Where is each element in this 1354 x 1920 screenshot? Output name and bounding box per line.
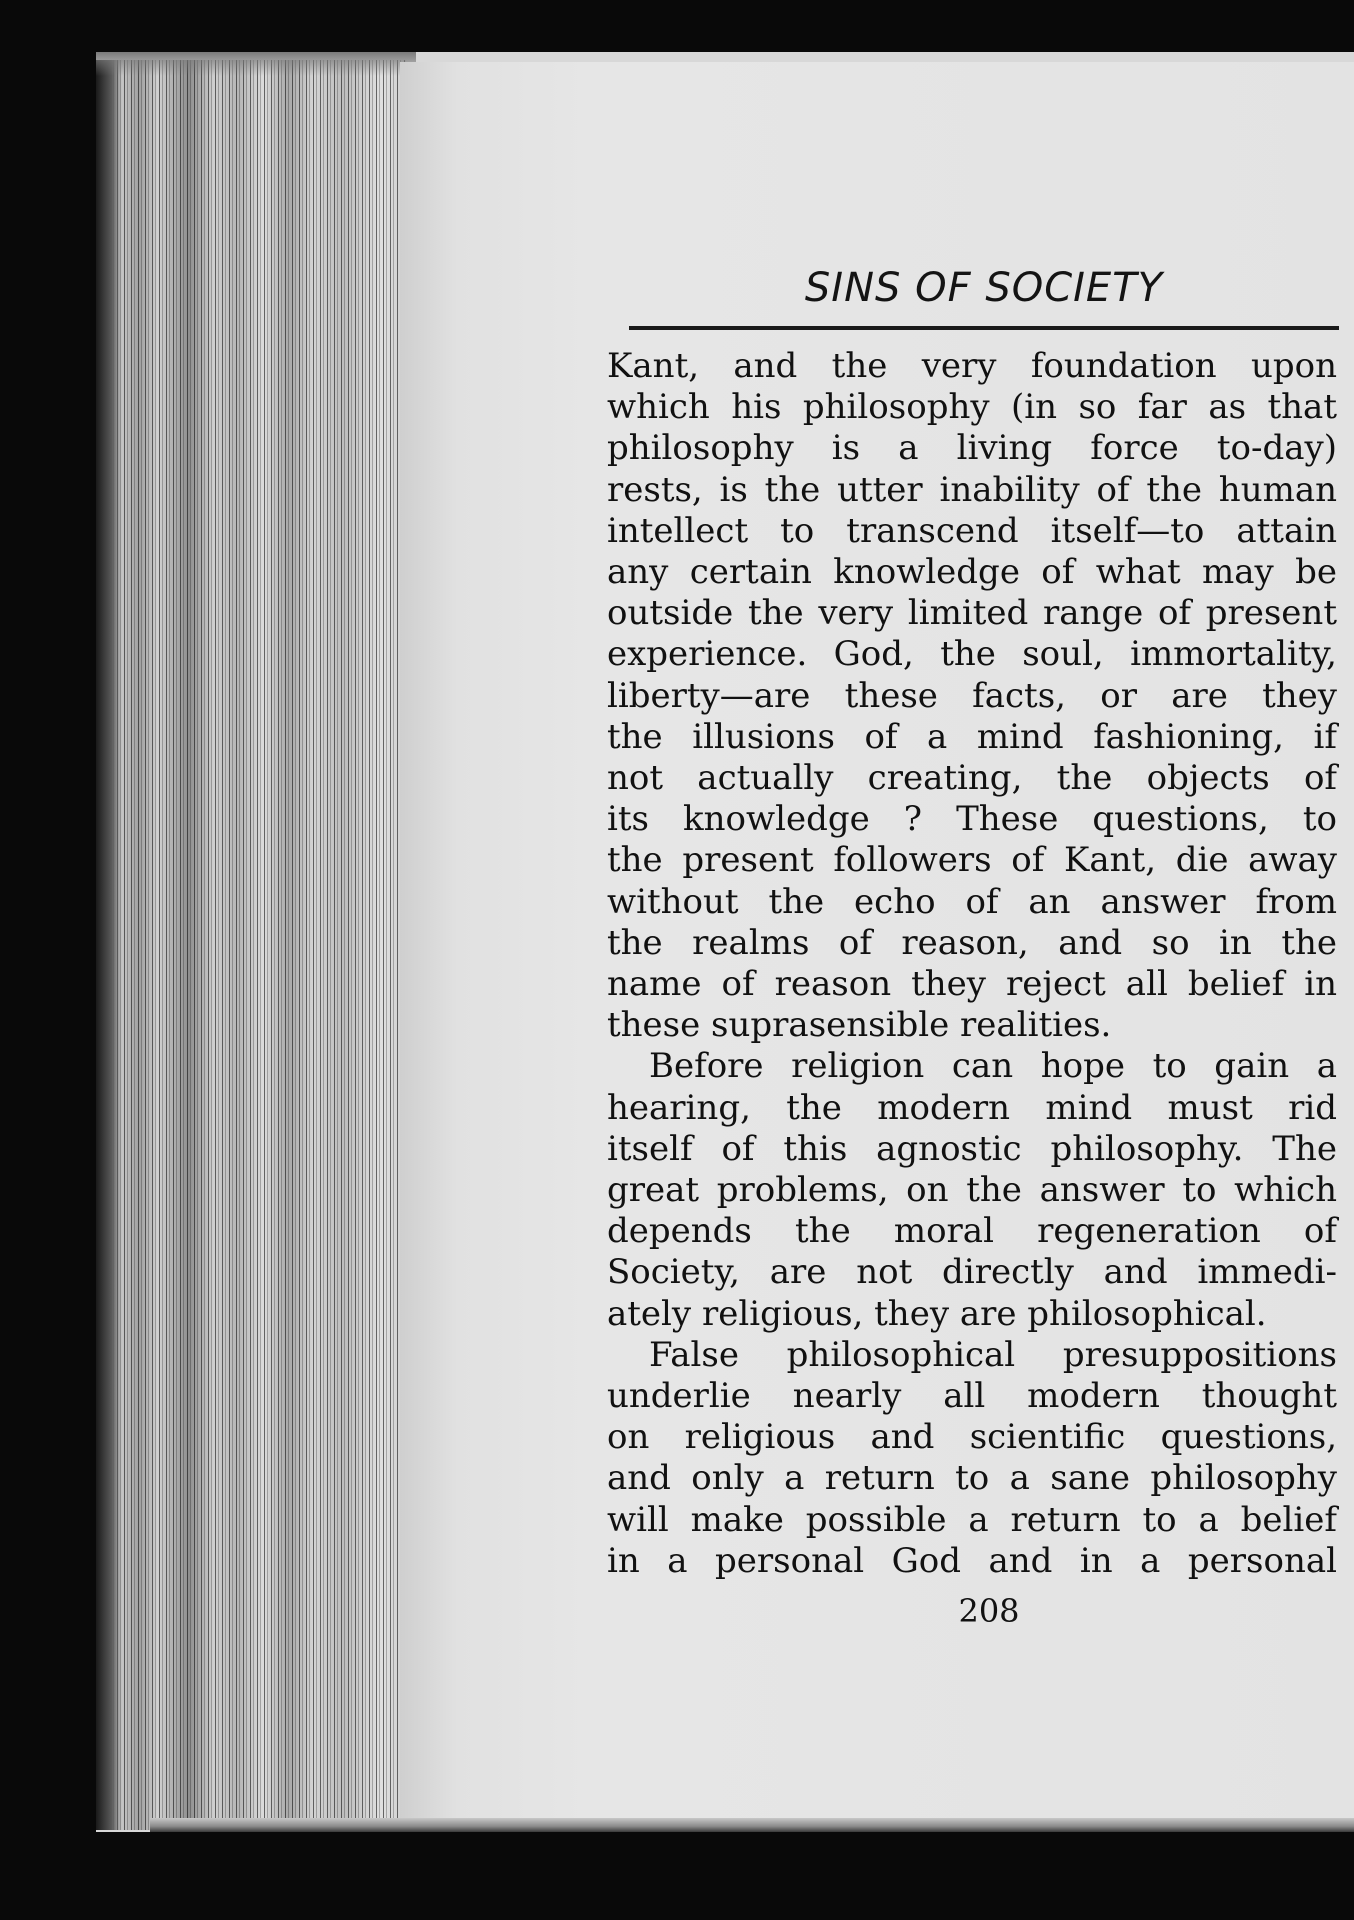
text-line: itself of this agnostic philosophy. The [607, 1128, 1337, 1169]
text-line: liberty—are these facts, or are they [607, 675, 1337, 716]
page-number: 208 [958, 1592, 1020, 1631]
text-line: name of reason they reject all belief in [607, 964, 1337, 1005]
text-line: without the echo of an answer from [607, 881, 1337, 922]
page-bottom-edge [150, 1818, 1354, 1832]
text-line: intellect to transcend itself—to attain [607, 510, 1337, 551]
text-line: the realms of reason, and so in the [607, 922, 1337, 963]
text-line: Before religion can hope to gain a [649, 1046, 1337, 1087]
text-line: philosophy is a living force to-day) [607, 428, 1337, 469]
text-line: ately religious, they are philosophical. [607, 1293, 1267, 1334]
text-line: the illusions of a mind fashioning, if [607, 716, 1337, 757]
text-line: Society, are not directly and immedi- [607, 1252, 1337, 1293]
text-line: not actually creating, the objects of [607, 758, 1337, 799]
text-line: hearing, the modern mind must rid [607, 1087, 1337, 1128]
page-edges [96, 60, 406, 1830]
text-line: in a personal God and in a personal [607, 1540, 1337, 1581]
text-line: its knowledge ? These questions, to [607, 799, 1337, 840]
text-line: underlie nearly all modern thought [607, 1376, 1337, 1417]
text-line: great problems, on the answer to which [607, 1170, 1337, 1211]
body-text [607, 346, 1337, 1582]
text-line: outside the very limited range of present [607, 593, 1337, 634]
text-line: on religious and scientific questions, [607, 1417, 1337, 1458]
text-line: which his philosophy (in so far as that [607, 387, 1337, 428]
head-rule [629, 326, 1339, 330]
running-head: SINS OF SOCIETY [804, 265, 1164, 311]
text-line: depends the moral regeneration of [607, 1211, 1337, 1252]
text-line: rests, is the utter inability of the human [607, 469, 1337, 510]
text-line: will make possible a return to a belief [607, 1499, 1337, 1540]
page-edge-shadow [96, 52, 416, 76]
page-content [607, 258, 1337, 1630]
text-line: the present followers of Kant, die away [607, 840, 1337, 881]
text-line: these suprasensible realities. [607, 1005, 1112, 1046]
text-line: Kant, and the very foundation upon [607, 346, 1337, 386]
text-line: experience. God, the soul, immortality, [607, 634, 1337, 675]
text-line: any certain knowledge of what may be [607, 552, 1337, 593]
text-line: and only a return to a sane philosophy [607, 1458, 1337, 1499]
text-line: False philosophical presuppositions [649, 1334, 1337, 1375]
